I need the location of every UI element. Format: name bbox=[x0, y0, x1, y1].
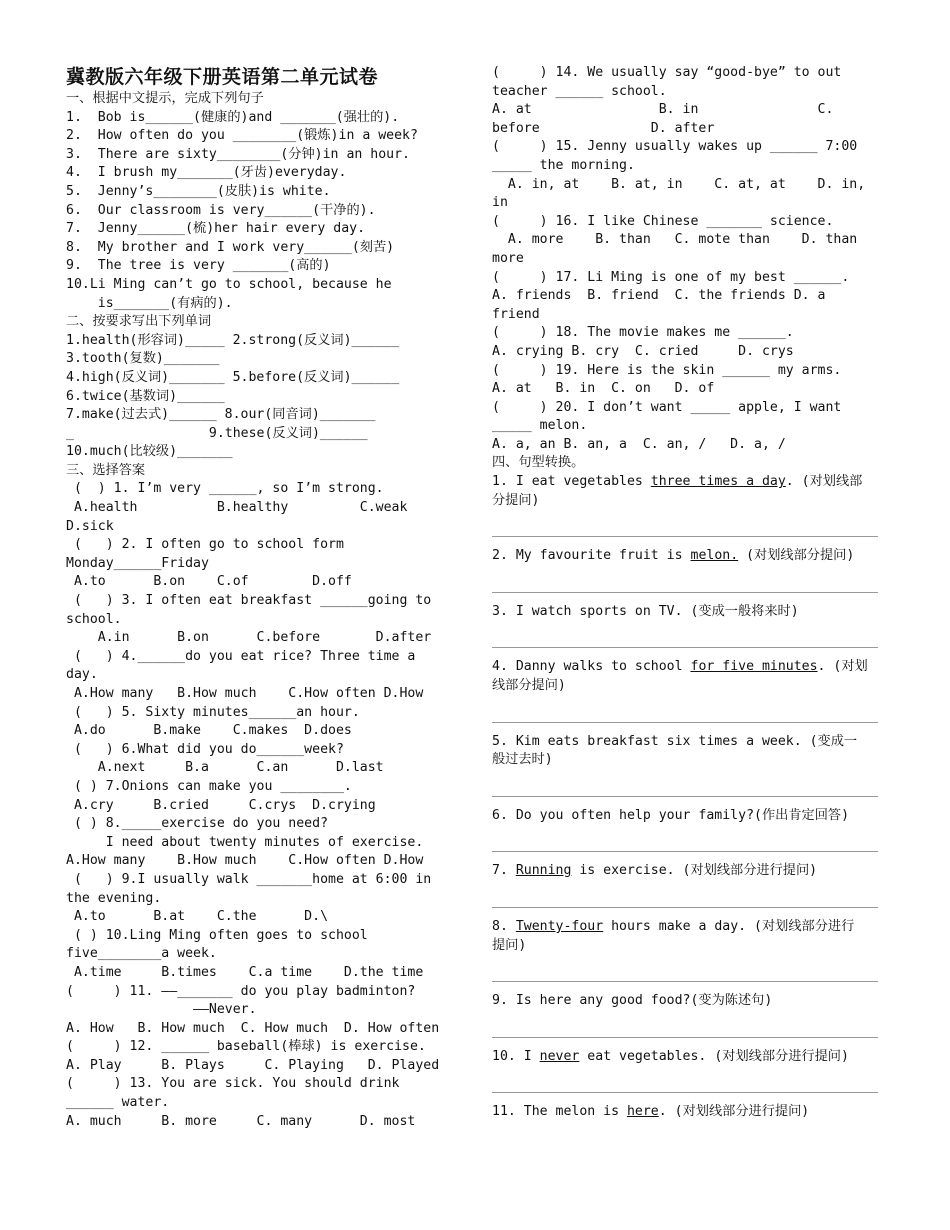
question-text: 4. Danny walks to school bbox=[492, 659, 691, 675]
question-line: ( ) 6.What did you do______week? bbox=[66, 741, 344, 757]
question-line: 7. Jenny______(梳)her hair every day. bbox=[66, 221, 366, 237]
underlined-part: for five minutes bbox=[690, 659, 818, 675]
question-text: 1. I eat vegetables bbox=[492, 474, 651, 490]
question-line: is_______(有病的). bbox=[66, 295, 233, 311]
question-line: D.sick bbox=[66, 518, 114, 534]
question-line: 6. Our classroom is very______(干净的). bbox=[66, 202, 376, 218]
question-line: ( ) 17. Li Ming is one of my best ______. bbox=[492, 269, 850, 285]
answer-line[interactable] bbox=[492, 955, 878, 982]
question-line: 1.health(形容词)_____ 2.strong(反义词)______ bbox=[66, 332, 400, 348]
question-line: _ 9.these(反义词)______ bbox=[66, 425, 368, 441]
question-line: A. a, an B. an, a C. an, / D. a, / bbox=[492, 436, 786, 452]
question-line: 2. How often do you ________(锻炼)in a week? bbox=[66, 128, 418, 144]
question-line: ( ) 4.______do you eat rice? Three time a bbox=[66, 648, 416, 664]
question-line: 般过去时) bbox=[492, 752, 553, 768]
question-line: ( ) 3. I often eat breakfast ______going to bbox=[66, 593, 432, 609]
question-line: ( ) 8._____exercise do you need? bbox=[66, 816, 329, 832]
question-text: 11. The melon is bbox=[492, 1104, 627, 1120]
question-line: 3. There are sixty________(分钟)in an hour. bbox=[66, 146, 410, 162]
question-text: 8. bbox=[492, 919, 516, 934]
transform-question bbox=[492, 862, 884, 881]
question-line: in bbox=[492, 195, 508, 211]
question-line: more bbox=[492, 250, 524, 266]
question-line: A. friends B. friend C. the friends D. a bbox=[492, 288, 826, 304]
question-line: ( ) 5. Sixty minutes______an hour. bbox=[66, 704, 360, 720]
underlined-part: Running bbox=[515, 863, 572, 879]
underlined-part: Twenty-four bbox=[515, 919, 604, 934]
answer-line[interactable] bbox=[492, 510, 878, 537]
question-line: A.health B.healthy C.weak bbox=[66, 500, 408, 516]
question-line: ( ) 2. I often go to school form bbox=[66, 537, 344, 553]
question-line: the evening. bbox=[66, 890, 162, 906]
question-line: 9. Is here any good food?(变为陈述句) bbox=[492, 993, 773, 1009]
question-line: A.do B.make C.makes D.does bbox=[66, 723, 352, 739]
question-line: A. more B. than C. mote than D. than bbox=[492, 232, 858, 248]
question-line: A.to B.on C.of D.off bbox=[66, 574, 352, 590]
question-line: 线部分提问) bbox=[492, 678, 566, 694]
answer-line[interactable] bbox=[492, 881, 878, 908]
question-line: ( ) 19. Here is the skin ______ my arms. bbox=[492, 362, 842, 378]
answer-line[interactable] bbox=[492, 1066, 878, 1093]
question-text: . (对划线部分进行提问) bbox=[658, 1104, 810, 1120]
transform-question bbox=[492, 918, 884, 937]
question-line: friend bbox=[492, 306, 540, 322]
question-line: 4. I brush my_______(牙齿)everyday. bbox=[66, 165, 347, 181]
question-line: _____ melon. bbox=[492, 418, 588, 434]
question-text: 10. I bbox=[492, 1048, 540, 1064]
question-line: ( ) 10.Ling Ming often goes to school bbox=[66, 927, 368, 943]
question-line: ______ water. bbox=[66, 1095, 170, 1111]
question-line: A. Play B. Plays C. Playing D. Played bbox=[66, 1057, 440, 1073]
question-line: I need about twenty minutes of exercise. bbox=[66, 834, 424, 850]
question-text: . (对划 bbox=[817, 659, 868, 675]
question-line: 10.Li Ming can’t go to school, because he bbox=[66, 276, 392, 292]
question-text: . (对划线部 bbox=[785, 474, 863, 490]
question-line: 4.high(反义词)_______ 5.before(反义词)______ bbox=[66, 369, 400, 385]
question-line: A.to B.at C.the D.\ bbox=[66, 909, 329, 925]
question-line: A. How B. How much C. How much D. How often bbox=[66, 1020, 440, 1036]
question-text: 7. bbox=[492, 863, 516, 879]
question-line: school. bbox=[66, 611, 122, 627]
question-line: A. much B. more C. many D. most bbox=[66, 1113, 416, 1129]
question-line: ( ) 13. You are sick. You should drink bbox=[66, 1076, 400, 1092]
question-line: A. crying B. cry C. cried D. crys bbox=[492, 343, 794, 359]
section-heading: 二、按要求写出下列单词 bbox=[66, 314, 212, 330]
question-line: ( ) 15. Jenny usually wakes up ______ 7:00 bbox=[492, 139, 858, 155]
underlined-part: never bbox=[539, 1048, 580, 1064]
question-line: A.How many B.How much C.How often D.How bbox=[66, 686, 424, 701]
question-line: 9. The tree is very _______(高的) bbox=[66, 258, 331, 274]
question-line: A.How many B.How much C.How often D.How bbox=[66, 853, 424, 869]
question-line: 3. I watch sports on TV. (变成一般将来时) bbox=[492, 603, 799, 619]
question-line: ——Never. bbox=[66, 1002, 257, 1018]
question-line: 7.make(过去式)______ 8.our(同音词)_______ bbox=[66, 407, 376, 423]
question-line: 10.much(比较级)_______ bbox=[66, 444, 233, 460]
question-text: hours make a day. (对划线部分进行 bbox=[603, 919, 855, 934]
question-line: A. at B. in C. on D. of bbox=[492, 381, 715, 397]
question-line: A.in B.on C.before D.after bbox=[66, 630, 432, 646]
question-line: five________a week. bbox=[66, 946, 217, 962]
question-line: A.cry B.cried C.crys D.crying bbox=[66, 797, 376, 813]
question-text: 2. My favourite fruit is bbox=[492, 548, 691, 564]
question-text: eat vegetables. (对划线部分进行提问) bbox=[579, 1048, 849, 1064]
question-line: ( ) 16. I like Chinese _______ science. bbox=[492, 213, 834, 229]
answer-line[interactable] bbox=[492, 566, 878, 593]
right-column bbox=[492, 64, 884, 1122]
answer-line[interactable] bbox=[492, 770, 878, 797]
question-line: ( ) 20. I don’t want _____ apple, I want bbox=[492, 399, 842, 415]
question-line: 5. Jenny’s________(皮肤)is white. bbox=[66, 183, 331, 199]
transform-question bbox=[492, 547, 884, 566]
section-heading: 四、句型转换。 bbox=[492, 455, 585, 471]
question-text: (对划线部分提问) bbox=[738, 548, 855, 564]
underlined-part: here bbox=[626, 1104, 659, 1120]
question-line: ( ) 18. The movie makes me ______. bbox=[492, 325, 794, 341]
question-line: before D. after bbox=[492, 120, 715, 136]
question-line: A.next B.a C.an D.last bbox=[66, 760, 384, 776]
question-line: ( ) 9.I usually walk _______home at 6:00 in bbox=[66, 871, 432, 887]
question-line: ( ) 1. I’m very ______, so I’m strong. bbox=[66, 481, 384, 497]
transform-question bbox=[492, 658, 884, 677]
underlined-part: melon. bbox=[690, 548, 739, 564]
question-line: 5. Kim eats breakfast six times a week. (变成一 bbox=[492, 733, 858, 749]
question-line: ( ) 14. We usually say “good-bye” to out bbox=[492, 65, 842, 80]
answer-line[interactable] bbox=[492, 1011, 878, 1038]
question-line: ( ) 12. ______ baseball(棒球) is exercise. bbox=[66, 1039, 426, 1055]
question-line: 6. Do you often help your family?(作出肯定回答) bbox=[492, 807, 850, 823]
section-heading: 三、选择答案 bbox=[66, 462, 146, 478]
underlined-part: three times a day bbox=[650, 474, 786, 490]
left-column bbox=[66, 64, 466, 1131]
question-line: 1. Bob is______(健康的)and _______(强壮的). bbox=[66, 109, 400, 125]
question-line: 8. My brother and I work very______(刻苦) bbox=[66, 239, 395, 255]
transform-question bbox=[492, 1103, 884, 1122]
section-heading: 一、根据中文提示，完成下列句子 bbox=[66, 91, 264, 106]
question-line: A. in, at B. at, in C. at, at D. in, bbox=[492, 176, 866, 192]
question-line: 3.tooth(复数)_______ bbox=[66, 351, 220, 367]
question-line: A. at B. in C. bbox=[492, 102, 834, 118]
question-text: is exercise. (对划线部分进行提问) bbox=[571, 863, 818, 879]
question-line: 分提问) bbox=[492, 492, 540, 508]
answer-line[interactable] bbox=[492, 621, 878, 648]
question-line: _____ the morning. bbox=[492, 157, 635, 173]
answer-line[interactable] bbox=[492, 825, 878, 852]
page-title: 冀教版六年级下册英语第二单元试卷 bbox=[66, 66, 379, 88]
question-line: ( ) 11. ——_______ do you play badminton? bbox=[66, 983, 416, 999]
question-line: 6.twice(基数词)______ bbox=[66, 388, 225, 404]
transform-question bbox=[492, 473, 884, 492]
question-line: teacher ______ school. bbox=[492, 83, 667, 99]
question-line: day. bbox=[66, 667, 98, 683]
transform-question bbox=[492, 1048, 884, 1067]
answer-line[interactable] bbox=[492, 696, 878, 723]
question-line: 提问) bbox=[492, 937, 527, 953]
question-line: A.time B.times C.a time D.the time bbox=[66, 964, 424, 980]
question-line: Monday______Friday bbox=[66, 555, 209, 571]
question-line: ( ) 7.Onions can make you ________. bbox=[66, 778, 352, 794]
